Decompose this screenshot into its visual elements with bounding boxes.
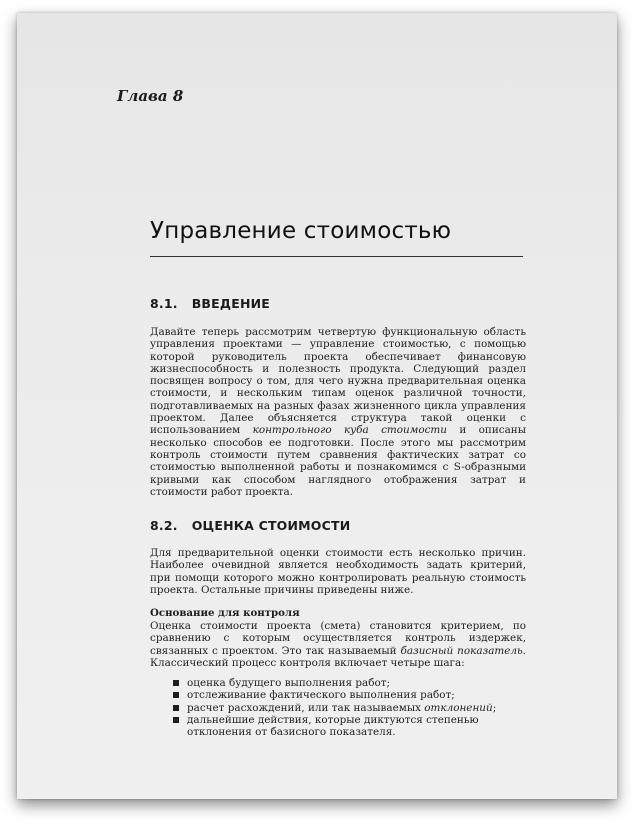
list-item-text: дальнейшие действия, которые диктуются степенью отклонения от базисного показателя. [187, 713, 479, 739]
intro-text-part: и описаны несколько способов ее подготовки. После этого мы рассмотрим контроль стоимости путем сравнения фактических затрат со стоимостью выполненной работы и познакомимся с S-образными кривыми как способом наглядного отображения затрат и стоимости работ проекта. [150, 424, 526, 498]
control-paragraph [150, 620, 526, 669]
intro-paragraph [150, 326, 526, 498]
list-item [173, 689, 528, 701]
list-item-text: оценка будущего выполнения работ; [187, 677, 390, 689]
title-rule [150, 256, 523, 257]
section-heading-intro [150, 296, 270, 311]
intro-text-part: Давайте теперь рассмотрим четвертую функциональную область управления проектами — управление стоимостью, с помощью которой руководитель проекта обеспечивает финансовую жизнеспособность и полезность продукта. Следующий раздел посвящен вопросу о том, для чего нужна предварительная оценка стоимости, и нескольким типам оценок различной точности, подготавливаемых на разных фазах жизненного цикла управления проектом. Далее объясняется структура такой оценки с использованием [150, 326, 526, 437]
list-item-text: отслеживание фактического выполнения работ; [187, 689, 455, 702]
section-title: ВВЕДЕНИЕ [191, 296, 271, 311]
section-number: 8.2. [150, 518, 178, 533]
square-bullet-icon [173, 680, 179, 686]
list-item [173, 702, 528, 714]
list-item-tail: ; [492, 701, 497, 714]
list-item-text: расчет расхождений, или так называемых [187, 701, 425, 714]
section-number: 8.1. [150, 296, 178, 311]
control-steps-list [173, 677, 528, 738]
estimate-paragraph: Для предварительной оценки стоимости есть несколько причин. Наиболее очевидной является необходимость задать критерий, при помощи которого можно контролировать реальную стоимость проекта. Остальные причины приведены ниже. [150, 547, 526, 596]
control-text-part: . Классический процесс контроля включает четыре шага: [150, 644, 526, 669]
list-item [173, 677, 528, 689]
list-item [173, 714, 528, 739]
chapter-title: Управление стоимостью [150, 218, 452, 244]
square-bullet-icon [173, 692, 179, 698]
intro-emphasis: контрольного куба стоимости [252, 424, 447, 437]
square-bullet-icon [173, 705, 179, 711]
control-emphasis: базисный показатель [400, 644, 523, 657]
list-item-emphasis: отклонений [424, 701, 493, 714]
control-text-part: Оценка стоимости проекта (смета) становится критерием, по сравнению с которым осуществляется контроль издержек, связанных с проектом. Это так называемый [150, 620, 526, 657]
square-bullet-icon [173, 717, 179, 723]
chapter-label: Глава 8 [117, 87, 184, 105]
book-page [17, 13, 617, 799]
subheading-control-basis: Основание для контроля [150, 607, 300, 619]
section-title: ОЦЕНКА СТОИМОСТИ [191, 518, 351, 533]
section-heading-estimate [150, 518, 350, 533]
